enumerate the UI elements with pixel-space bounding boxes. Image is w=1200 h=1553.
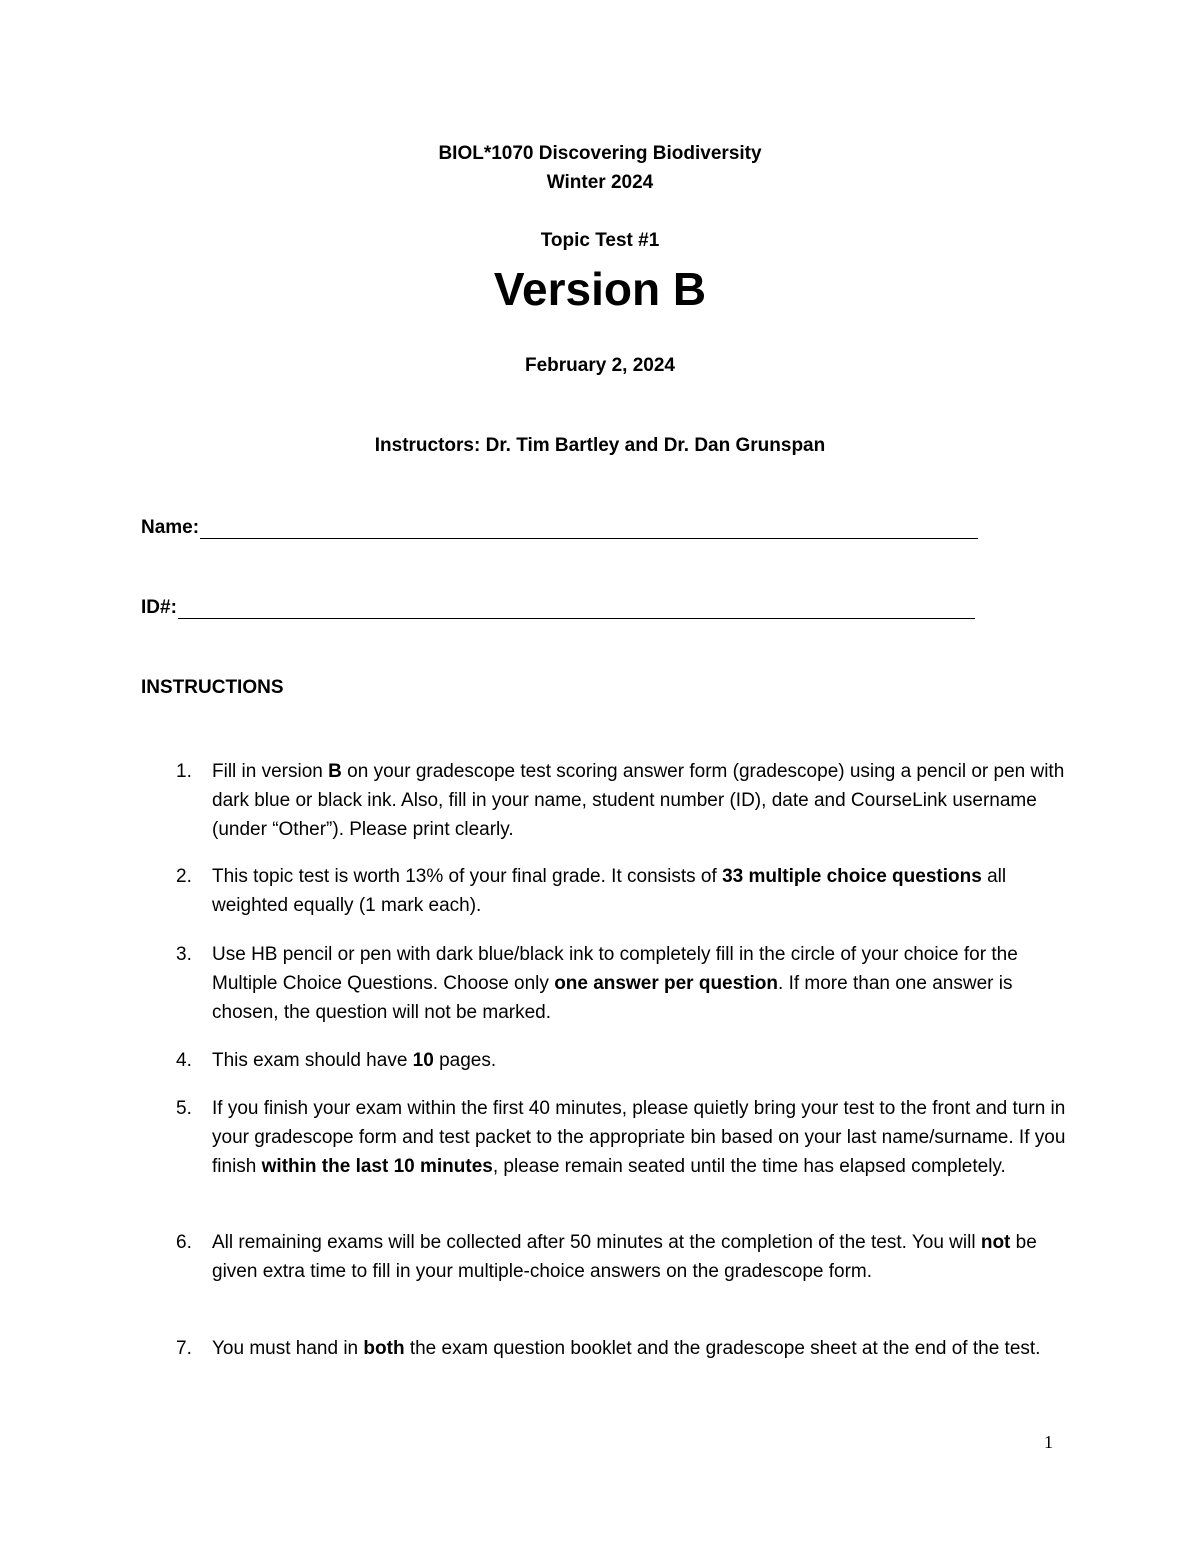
test-title: Topic Test #1: [540, 230, 660, 251]
instruction-text: [212, 757, 1072, 845]
instruction-segment-bold: not: [980, 1232, 1011, 1253]
instruction-text: [212, 1094, 1072, 1182]
instructions-heading: INSTRUCTIONS: [141, 677, 284, 698]
course-title: BIOL*1070 Discovering Biodiversity: [438, 143, 762, 164]
instruction-number: 5.: [176, 1098, 192, 1119]
instruction-segment: , please remain seated until the time has elapsed completely.: [492, 1156, 1006, 1178]
instruction-segment: If you finish your exam within the first 40 minutes, please quietly bring your test to the front and turn in your gradescope form and test packet to the appropriate bin based on your last name/surname. If you finish: [212, 1098, 1071, 1178]
instruction-segment-bold: one answer per question: [554, 973, 779, 995]
instruction-segment: pages.: [433, 1050, 497, 1071]
instruction-segment: This topic test is worth 13% of your final grade. It consists of: [212, 866, 723, 887]
instruction-text: [212, 1228, 1072, 1286]
instruction-segment: all weighted equally (1 mark each).: [212, 866, 1012, 917]
instructors-line: Instructors: Dr. Tim Bartley and Dr. Dan Grunspan: [374, 435, 826, 456]
instruction-segment: All remaining exams will be collected after 50 minutes at the completion of the test. You will: [212, 1232, 981, 1253]
instruction-segment: Fill in version: [212, 761, 329, 782]
instruction-segment-bold: 33 multiple choice questions: [722, 866, 982, 887]
instruction-number: 2.: [176, 866, 192, 887]
instruction-segment: Use HB pencil or pen with dark blue/black ink to completely fill in the circle of your choice for the Multiple Choice Questions. Choose only: [212, 944, 1024, 995]
id-field: [141, 597, 975, 619]
page-number: 1: [1044, 1432, 1053, 1452]
name-blank-line: [200, 518, 978, 539]
instruction-segment-bold: within the last 10 minutes: [261, 1156, 493, 1178]
version-heading: Version B: [493, 263, 707, 315]
instruction-number: 7.: [176, 1338, 192, 1359]
instruction-segment: You must hand in: [212, 1338, 364, 1359]
id-label: ID#:: [141, 597, 177, 618]
instruction-segment: the exam question booklet and the gradescope sheet at the end of the test.: [404, 1338, 1041, 1359]
instruction-number: 4.: [176, 1050, 192, 1071]
instruction-text: [212, 1334, 1072, 1363]
id-blank-line: [178, 598, 975, 619]
instruction-segment: on your gradescope test scoring answer form (gradescope) using a pencil or pen with dark blue or black ink. Also, fill in your name, student number (ID), date and CourseLink username (under “Other”). Please print clearly.: [212, 761, 1070, 841]
instruction-text: [212, 940, 1072, 1028]
instruction-segment-bold: both: [363, 1338, 405, 1359]
name-label: Name:: [141, 517, 200, 538]
instruction-segment: be given extra time to fill in your multiple-choice answers on the gradescope form.: [212, 1232, 1043, 1283]
instruction-text: [212, 1046, 1072, 1075]
instruction-segment: . If more than one answer is chosen, the question will not be marked.: [212, 973, 1018, 1024]
instruction-number: 1.: [176, 761, 192, 782]
exam-date: February 2, 2024: [525, 355, 675, 376]
instruction-segment-bold: 10: [412, 1050, 434, 1071]
instruction-text: [212, 862, 1072, 920]
instruction-number: 3.: [176, 944, 192, 965]
term-label: Winter 2024: [546, 172, 654, 193]
instruction-number: 6.: [176, 1232, 192, 1253]
instruction-segment-bold: B: [328, 761, 342, 782]
name-field: [141, 517, 978, 539]
instruction-segment: This exam should have: [212, 1050, 413, 1071]
